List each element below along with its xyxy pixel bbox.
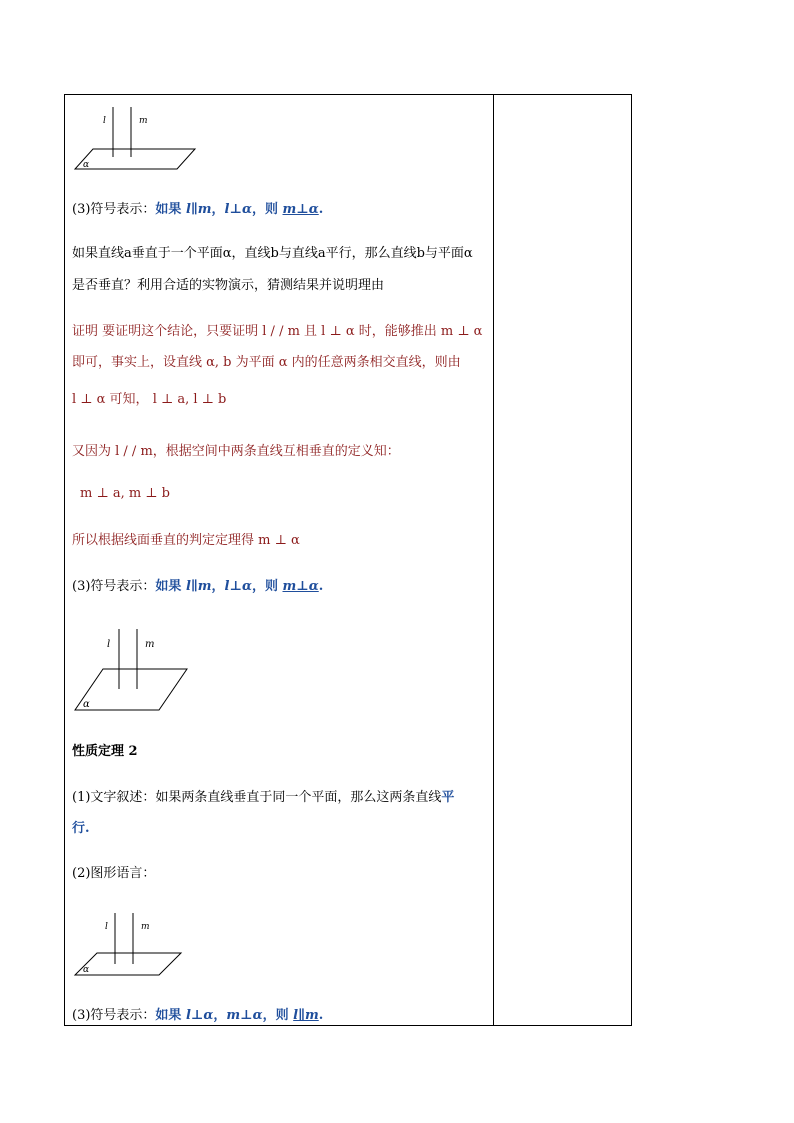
proof-line-2: 即可，事实上，设直线 α, b 为平面 α 内的任意两条相交直线，则由 <box>72 355 461 370</box>
column-divider <box>493 95 494 1025</box>
label-m: m <box>145 639 155 650</box>
symbol-statement-1: (3)符号表示：如果 l∥m，l⊥α，则 m⊥α. <box>72 202 324 217</box>
proof-line-3: l ⊥ α 可知， l ⊥ a, l ⊥ b <box>72 392 227 407</box>
symbol-statement-3: (3)符号表示：如果 l⊥α，m⊥α，则 l∥m. <box>72 1008 324 1023</box>
question-line-1: 如果直线a垂直于一个平面α，直线b与直线a平行，那么直线b与平面α <box>72 246 473 261</box>
perpendicular-lines-figure-2 <box>71 625 195 715</box>
theorem-2-text-line-1: (1)文字叙述：如果两条直线垂直于同一个平面，那么这两条直线平 <box>72 790 455 805</box>
label-alpha: α <box>83 965 90 975</box>
label-alpha: α <box>83 699 90 710</box>
content-table <box>64 94 632 1026</box>
theorem-2-graphic-label: (2)图形语言： <box>72 866 156 881</box>
perpendicular-lines-figure-1 <box>71 103 201 173</box>
label-m: m <box>141 922 150 932</box>
perpendicular-lines-figure-3 <box>71 909 195 979</box>
question-line-2: 是否垂直？利用合适的实物演示，猜测结果并说明理由 <box>72 278 385 293</box>
label-l: l <box>105 922 108 932</box>
proof-line-4: 又因为 l / / m，根据空间中两条直线互相垂直的定义知： <box>72 444 400 459</box>
symbol-statement-2: (3)符号表示：如果 l∥m，l⊥α，则 m⊥α. <box>72 579 324 594</box>
label-l: l <box>107 639 111 650</box>
theorem-2-text-line-2: 行. <box>72 821 90 836</box>
label-m: m <box>139 116 148 126</box>
proof-line-6: 所以根据线面垂直的判定定理得 m ⊥ α <box>72 533 300 548</box>
label-l: l <box>103 116 106 126</box>
proof-line-5: m ⊥ a, m ⊥ b <box>80 486 170 501</box>
theorem-2-title: 性质定理 2 <box>72 744 138 759</box>
proof-line-1: 证明 要证明这个结论，只要证明 l / / m 且 l ⊥ α 时，能够推出 m ⊥ α <box>72 324 483 339</box>
label-alpha: α <box>83 160 90 170</box>
